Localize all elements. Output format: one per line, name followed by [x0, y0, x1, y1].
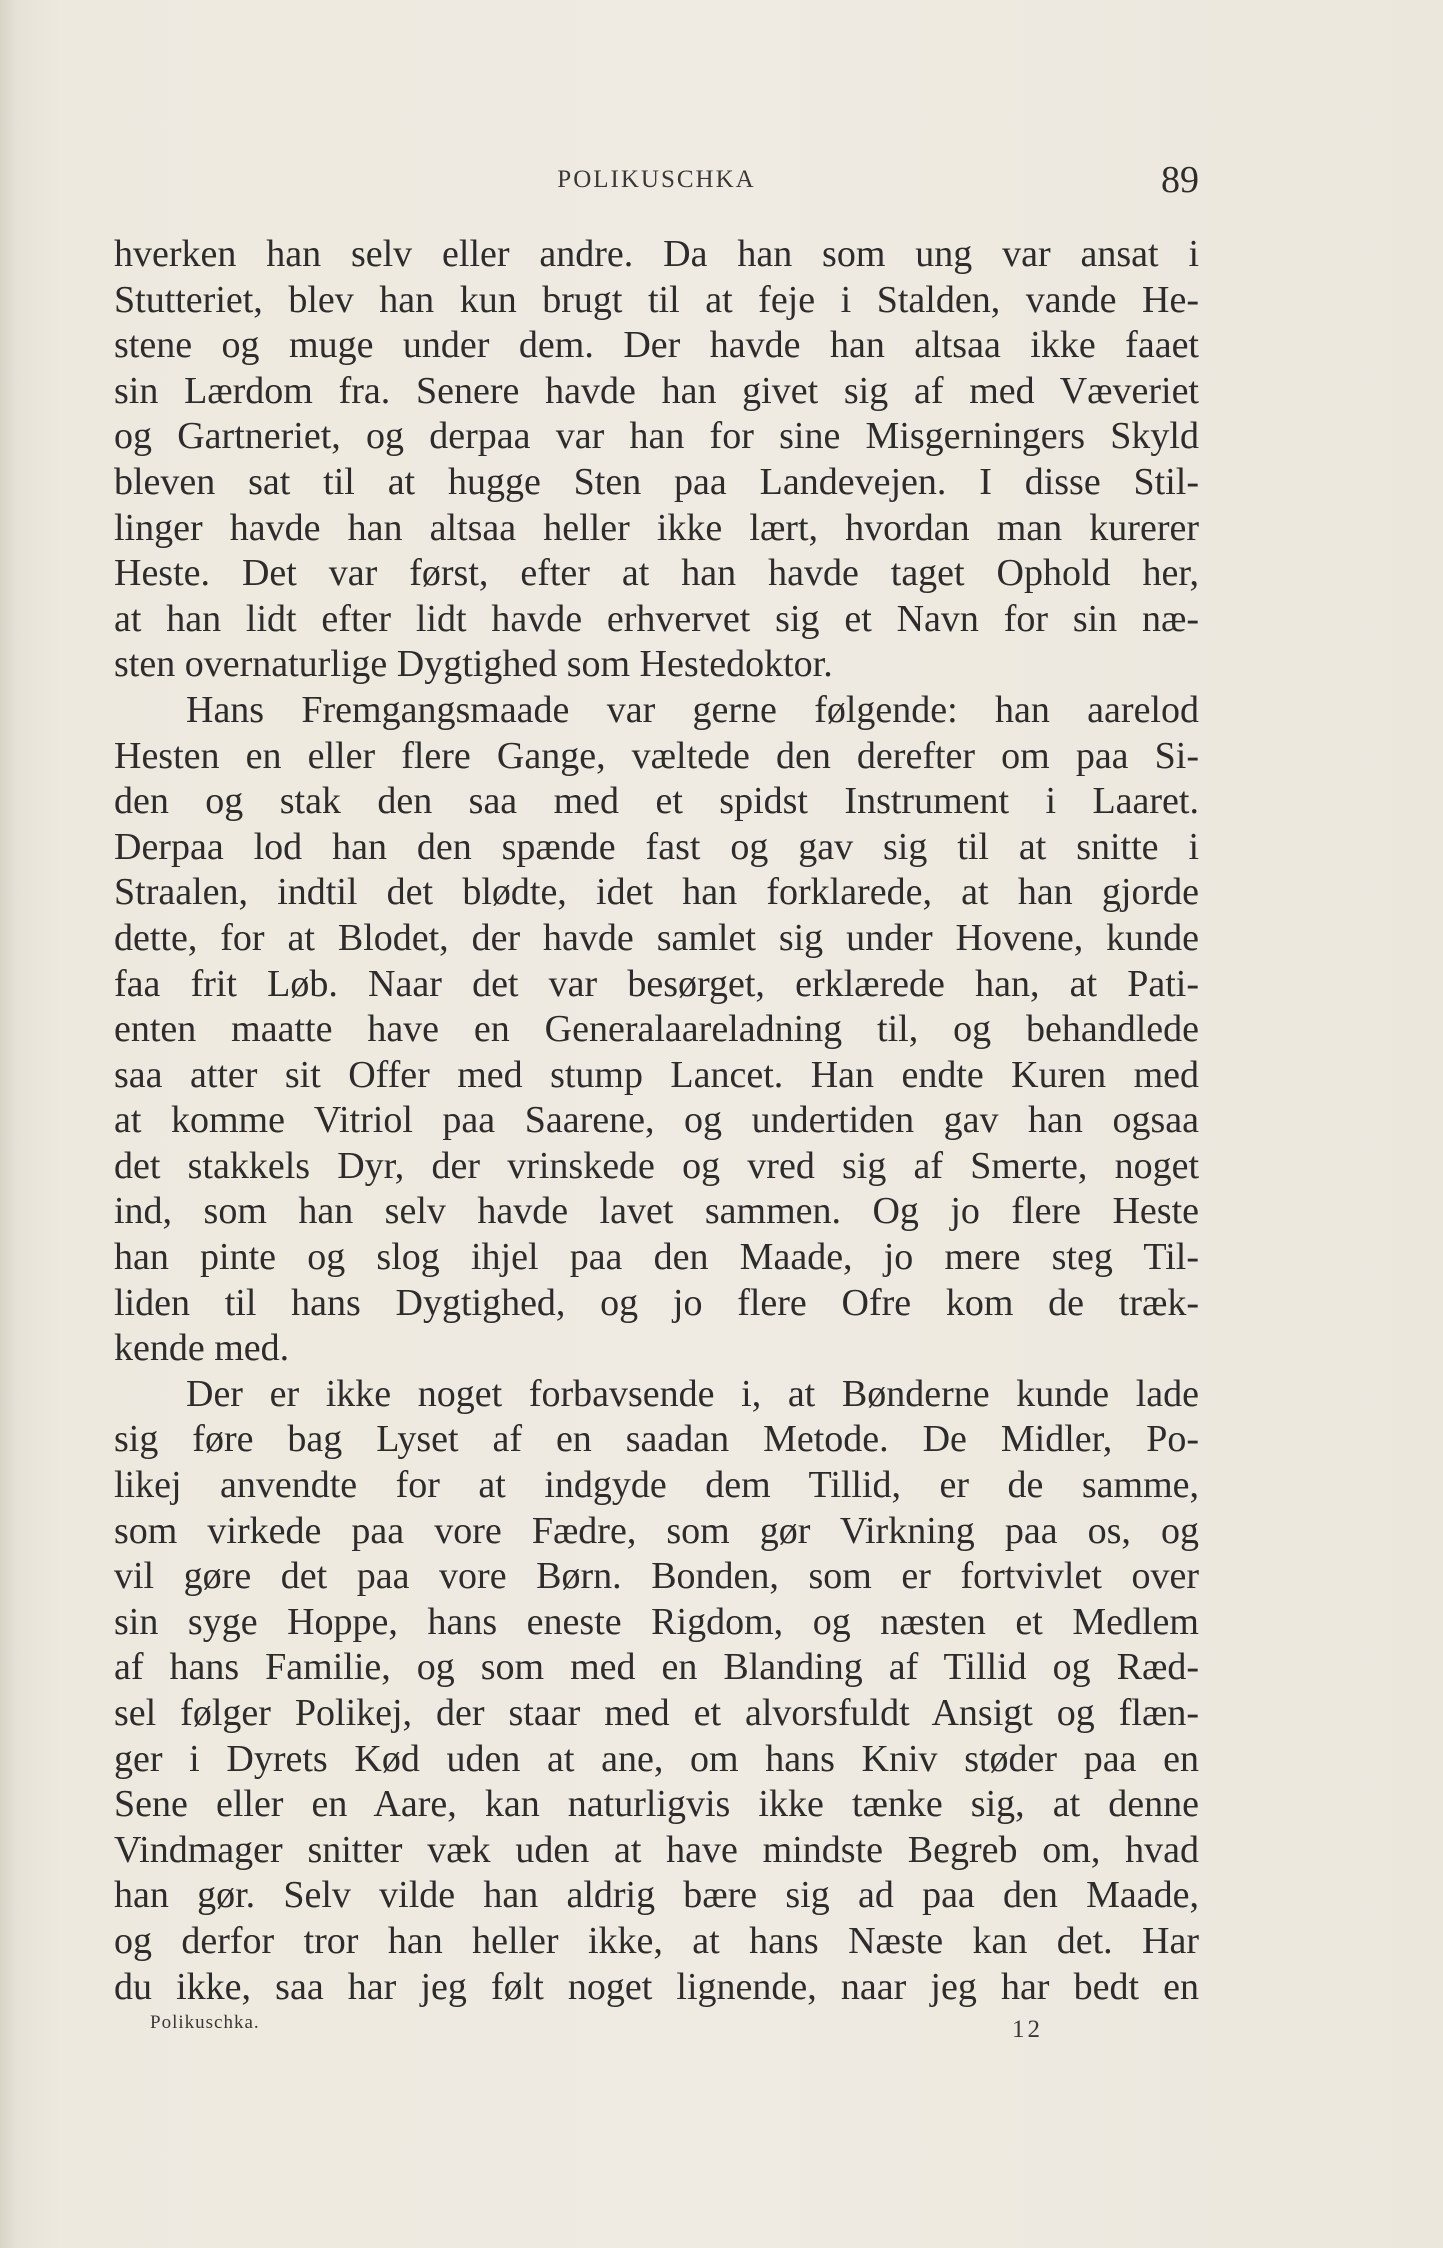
text-line: sel følger Polikej, der staar med et alvorsfuldt Ansigt og flæn-	[114, 1692, 1199, 1734]
text-line: Derpaa lod han den spænde fast og gav sig til at snitte i	[114, 825, 1199, 868]
text-line: og derfor tror han heller ikke, at hans Næste kan det. Har	[114, 1919, 1199, 1962]
page-header	[114, 158, 1199, 208]
page-footer	[150, 2012, 1050, 2052]
text-line: du ikke, saa har jeg følt noget lignende, naar jeg har bedt en	[114, 1965, 1199, 2008]
text-line: linger havde han altsaa heller ikke lært, hvordan man kurerer	[114, 506, 1199, 549]
running-title: POLIKUSCHKA	[557, 166, 756, 193]
text-line: som virkede paa vore Fædre, som gør Virkning paa os, og	[114, 1509, 1199, 1552]
text-line: sig føre bag Lyset af en saadan Metode. De Midler, Po-	[114, 1418, 1199, 1461]
text-line: Sene eller en Aare, kan naturligvis ikke tænke sig, at denne	[114, 1783, 1199, 1826]
text-line: saa atter sit Offer med stump Lancet. Han endte Kuren med	[114, 1053, 1199, 1096]
page-number: 89	[1161, 159, 1199, 201]
text-line: at han lidt efter lidt havde erhvervet sig et Navn for sin næ-	[114, 597, 1199, 640]
text-line: dette, for at Blodet, der havde samlet sig under Hovene, kunde	[114, 916, 1199, 959]
text-line: stene og muge under dem. Der havde han altsaa ikke faaet	[114, 324, 1199, 367]
printer-signature: Polikuschka.	[150, 2012, 260, 2033]
text-line: den og stak den saa med et spidst Instrument i Laaret.	[114, 780, 1199, 823]
text-line: og Gartneriet, og derpaa var han for sine Misgerningers Skyld	[114, 415, 1199, 458]
text-line: faa frit Løb. Naar det var besørget, erklærede han, at Pati-	[114, 962, 1199, 1005]
text-line: sin syge Hoppe, hans eneste Rigdom, og næsten et Medlem	[114, 1600, 1199, 1643]
text-line: vil gøre det paa vore Børn. Bonden, som er fortvivlet over	[114, 1555, 1199, 1598]
text-line: han gør. Selv vilde han aldrig bære sig ad paa den Maade,	[114, 1874, 1199, 1917]
text-line: liden til hans Dygtighed, og jo flere Ofre kom de træk-	[114, 1281, 1199, 1324]
text-line: Hesten en eller flere Gange, væltede den derefter om paa Si-	[114, 734, 1199, 777]
text-line: hverken han selv eller andre. Da han som ung var ansat i	[114, 233, 1199, 275]
text-line: Straalen, indtil det blødte, idet han forklarede, at han gjorde	[114, 871, 1199, 914]
text-line: bleven sat til at hugge Sten paa Landevejen. I disse Stil-	[114, 460, 1199, 503]
text-line: Vindmager snitter væk uden at have mindste Begreb om, hvad	[114, 1828, 1199, 1871]
text-line: Heste. Det var først, efter at han havde taget Ophold her,	[114, 552, 1199, 595]
text-line: af hans Familie, og som med en Blanding af Tillid og Ræd-	[114, 1646, 1199, 1689]
text-line: Der er ikke noget forbavsende i, at Bønderne kunde lade	[186, 1372, 1199, 1415]
text-line: likej anvendte for at indgyde dem Tillid, er de samme,	[114, 1464, 1199, 1507]
text-line: sin Lærdom fra. Senere havde han givet sig af med Væveriet	[114, 369, 1199, 412]
sheet-number: 12	[1012, 2016, 1043, 2043]
text-line: Stutteriet, blev han kun brugt til at feje i Stalden, vande He-	[114, 278, 1199, 321]
text-line: at komme Vitriol paa Saarene, og undertiden gav han ogsaa	[114, 1099, 1199, 1142]
text-line: sten overnaturlige Dygtighed som Hestedoktor.	[114, 643, 833, 686]
text-line: enten maatte have en Generalaareladning til, og behandlede	[114, 1008, 1199, 1051]
body-text	[114, 232, 1199, 2010]
text-line: ind, som han selv havde lavet sammen. Og jo flere Heste	[114, 1190, 1199, 1233]
text-line: han pinte og slog ihjel paa den Maade, jo mere steg Til-	[114, 1236, 1199, 1279]
text-line: kende med.	[114, 1327, 290, 1370]
text-line: det stakkels Dyr, der vrinskede og vred sig af Smerte, noget	[114, 1144, 1199, 1187]
text-line: Hans Fremgangsmaade var gerne følgende: han aarelod	[186, 688, 1199, 731]
text-line: ger i Dyrets Kød uden at ane, om hans Kniv støder paa en	[114, 1737, 1199, 1780]
